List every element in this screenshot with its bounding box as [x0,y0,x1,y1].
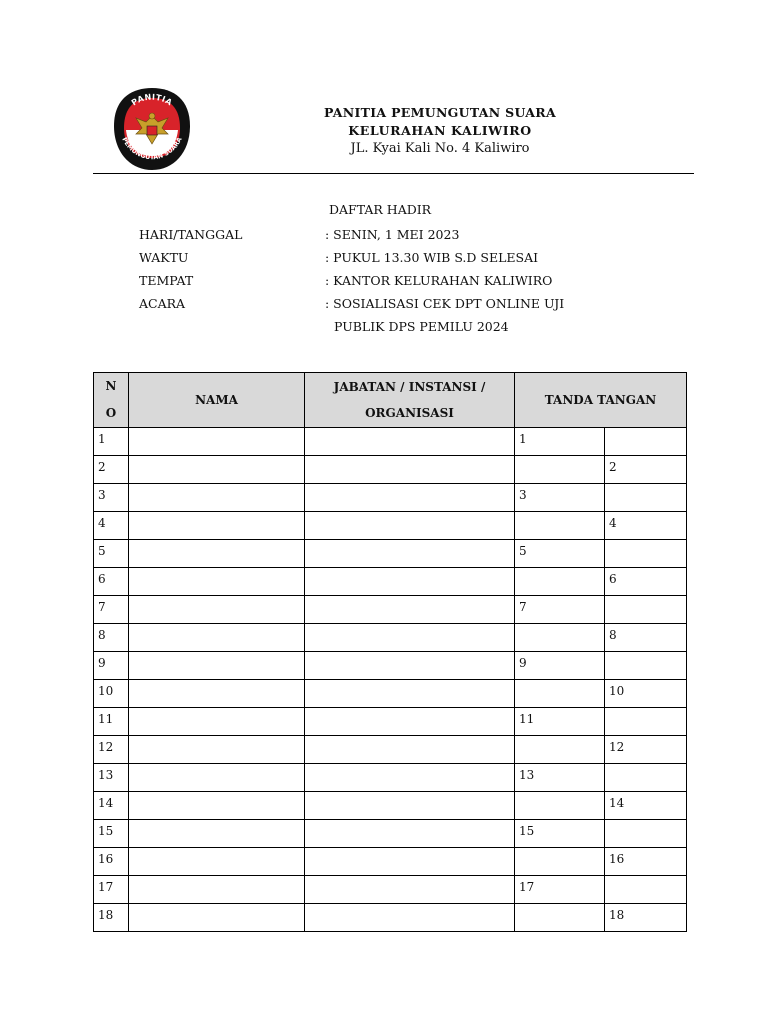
jabatan-cell[interactable] [305,484,515,512]
header-tanda-tangan: TANDA TANGAN [515,373,687,428]
signature-cell-left[interactable]: 1 [515,428,605,456]
signature-cell-left[interactable]: 11 [515,708,605,736]
row-number: 15 [94,820,129,848]
nama-cell[interactable] [129,624,305,652]
table-row [94,876,687,904]
header-jabatan: JABATAN / INSTANSI / ORGANISASI [305,373,515,428]
signature-cell-left[interactable] [515,456,605,484]
signature-cell-left[interactable] [515,512,605,540]
signature-cell-right[interactable] [605,876,687,904]
signature-cell-left[interactable] [515,848,605,876]
nama-cell[interactable] [129,792,305,820]
nama-cell[interactable] [129,708,305,736]
row-number: 3 [94,484,129,512]
table-row [94,428,687,456]
info-label: HARI/TANGGAL [139,227,243,242]
row-number: 7 [94,596,129,624]
table-row [94,484,687,512]
nama-cell[interactable] [129,876,305,904]
row-number: 1 [94,428,129,456]
table-row [94,904,687,932]
table-row [94,540,687,568]
table-row [94,624,687,652]
jabatan-cell[interactable] [305,568,515,596]
kpu-logo [112,86,192,172]
nama-cell[interactable] [129,568,305,596]
row-number: 2 [94,456,129,484]
signature-cell-left[interactable]: 5 [515,540,605,568]
svg-text:PANITIA: PANITIA [129,92,175,108]
info-label: ACARA [139,296,186,311]
row-number: 10 [94,680,129,708]
nama-cell[interactable] [129,904,305,932]
jabatan-cell[interactable] [305,512,515,540]
info-label: TEMPAT [139,273,194,288]
jabatan-cell[interactable] [305,904,515,932]
jabatan-cell[interactable] [305,652,515,680]
jabatan-cell[interactable] [305,792,515,820]
org-name: PANITIA PEMUNGUTAN SUARA [324,105,556,120]
jabatan-cell[interactable] [305,624,515,652]
signature-cell-left[interactable]: 15 [515,820,605,848]
row-number: 18 [94,904,129,932]
signature-cell-right[interactable] [605,596,687,624]
nama-cell[interactable] [129,596,305,624]
signature-cell-right[interactable]: 8 [605,624,687,652]
jabatan-cell[interactable] [305,456,515,484]
letterhead [240,104,640,158]
jabatan-cell[interactable] [305,680,515,708]
signature-cell-right[interactable] [605,428,687,456]
row-number: 17 [94,876,129,904]
info-value: : KANTOR KELURAHAN KALIWIRO [325,273,553,288]
svg-text:PEMUNGUTAN SUARA: PEMUNGUTAN SUARA [120,136,184,162]
signature-cell-right[interactable] [605,540,687,568]
jabatan-cell[interactable] [305,876,515,904]
jabatan-cell[interactable] [305,708,515,736]
table-header-row [94,373,687,428]
signature-cell-left[interactable] [515,624,605,652]
table-row [94,652,687,680]
signature-cell-left[interactable] [515,904,605,932]
nama-cell[interactable] [129,764,305,792]
signature-cell-right[interactable]: 4 [605,512,687,540]
signature-cell-right[interactable]: 6 [605,568,687,596]
table-row [94,848,687,876]
signature-cell-left[interactable] [515,792,605,820]
nama-cell[interactable] [129,652,305,680]
nama-cell[interactable] [129,848,305,876]
table-row [94,596,687,624]
nama-cell[interactable] [129,540,305,568]
row-number: 14 [94,792,129,820]
row-number: 4 [94,512,129,540]
table-row [94,736,687,764]
row-number: 11 [94,708,129,736]
signature-cell-right[interactable]: 16 [605,848,687,876]
info-value: : PUKUL 13.30 WIB S.D SELESAI [325,250,539,265]
signature-cell-right[interactable] [605,652,687,680]
table-row [94,456,687,484]
signature-cell-right[interactable]: 2 [605,456,687,484]
header-no: N O [94,373,129,428]
table-row [94,792,687,820]
nama-cell[interactable] [129,428,305,456]
header-divider [93,173,694,174]
info-value-continuation: PUBLIK DPS PEMILU 2024 [334,319,509,334]
signature-cell-right[interactable] [605,764,687,792]
signature-cell-left[interactable]: 17 [515,876,605,904]
info-value: : SOSIALISASI CEK DPT ONLINE UJI [325,296,565,311]
row-number: 5 [94,540,129,568]
nama-cell[interactable] [129,820,305,848]
nama-cell[interactable] [129,484,305,512]
table-row [94,680,687,708]
signature-cell-right[interactable]: 10 [605,680,687,708]
row-number: 16 [94,848,129,876]
info-label: WAKTU [139,250,189,265]
signature-cell-left[interactable]: 7 [515,596,605,624]
signature-cell-right[interactable] [605,708,687,736]
nama-cell[interactable] [129,456,305,484]
row-number: 12 [94,736,129,764]
signature-cell-left[interactable] [515,736,605,764]
signature-cell-right[interactable]: 14 [605,792,687,820]
signature-cell-right[interactable] [605,820,687,848]
row-number: 13 [94,764,129,792]
table-row [94,708,687,736]
signature-cell-left[interactable]: 13 [515,764,605,792]
signature-cell-right[interactable]: 12 [605,736,687,764]
org-address: JL. Kyai Kali No. 4 Kaliwiro [350,141,530,156]
jabatan-cell[interactable] [305,820,515,848]
signature-cell-left[interactable]: 9 [515,652,605,680]
header-nama: NAMA [129,373,305,428]
row-number: 6 [94,568,129,596]
nama-cell[interactable] [129,680,305,708]
signature-cell-right[interactable]: 18 [605,904,687,932]
org-unit: KELURAHAN KALIWIRO [348,123,532,138]
jabatan-cell[interactable] [305,596,515,624]
jabatan-cell[interactable] [305,428,515,456]
row-number: 9 [94,652,129,680]
jabatan-cell[interactable] [305,736,515,764]
nama-cell[interactable] [129,512,305,540]
jabatan-cell[interactable] [305,540,515,568]
table-row [94,764,687,792]
signature-cell-left[interactable] [515,568,605,596]
attendance-table [93,372,687,932]
table-row [94,820,687,848]
signature-cell-left[interactable] [515,680,605,708]
document-title: DAFTAR HADIR [329,202,432,217]
jabatan-cell[interactable] [305,848,515,876]
table-row [94,568,687,596]
jabatan-cell[interactable] [305,764,515,792]
nama-cell[interactable] [129,736,305,764]
signature-cell-right[interactable] [605,484,687,512]
info-value: : SENIN, 1 MEI 2023 [325,227,460,242]
row-number: 8 [94,624,129,652]
signature-cell-left[interactable]: 3 [515,484,605,512]
table-row [94,512,687,540]
